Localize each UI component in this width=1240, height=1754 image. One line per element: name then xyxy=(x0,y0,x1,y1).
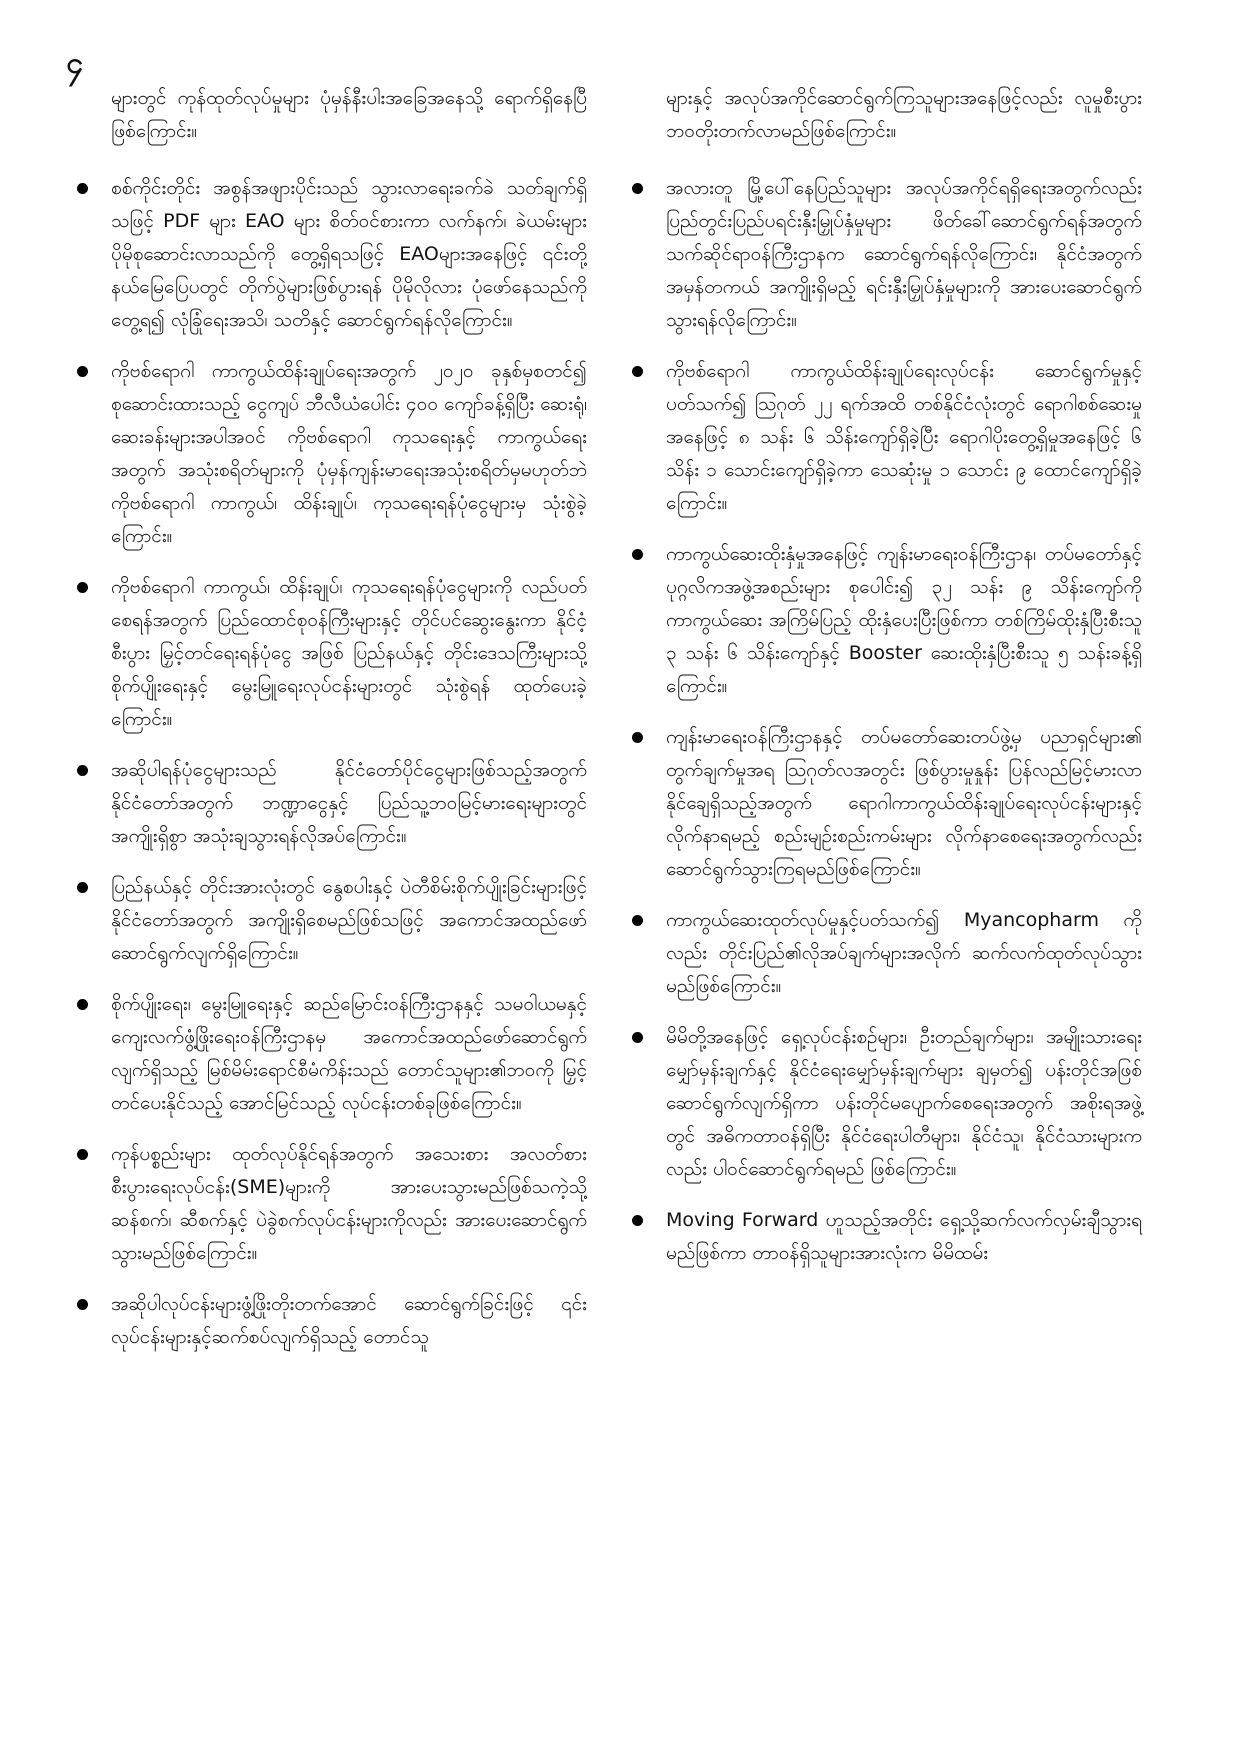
bullet-item xyxy=(630,904,1142,1003)
bullet-text: ပြည်နယ်နှင့် တိုင်းအားလုံးတွင် နွေစပါးနှင့် ပဲတီစိမ်းစိုက်ပျိုးခြင်းများဖြင့် နိုင်ငံတော်အတွက် အကျိုးရှိစေမည်ဖြစ်သဖြင့် အကောင်အထည်ဖော် ဆောင်ရွက်လျက်ရှိကြောင်း။ xyxy=(111,876,587,964)
bullet-item xyxy=(75,1138,587,1270)
bullet-icon xyxy=(632,1032,643,1043)
bullet-text: ကာကွယ်ဆေးထိုးနှံမှုအနေဖြင့် ကျန်းမာရေးဝန်ကြီးဌာန၊ တပ်မတော်နှင့် ပုဂ္ဂလိကအဖွဲ့အစည်းများ စုပေါင်း၍ ၃၂ သန်း ၉ သိန်းကျော်ကို ကာကွယ်ဆေး အကြိမ်ပြည့် ထိုးနှံပေးပြီးဖြစ်ကာ တစ်ကြိမ်ထိုးနှံပြီးစီးသူ ၃ သန်း ၆ သိန်းကျော်နှင့် Booster ဆေးထိုးနှံပြီးစီးသူ ၅ သန်းခန့်ရှိကြောင်း။ xyxy=(666,543,1142,697)
bullet-item xyxy=(75,871,587,970)
bullet-icon xyxy=(77,882,88,893)
bullet-text: Moving Forward ဟူသည့်အတိုင်း ရှေ့သို့ဆက်လက်လှမ်းချီသွားရမည်ဖြစ်ကာ တာဝန်ရှိသူများအားလုံးက မိမိထမ်း xyxy=(666,1209,1142,1264)
bullet-text: စစ်ကိုင်းတိုင်း အစွန်အဖျားပိုင်းသည် သွားလာရေးခက်ခဲ သတ်ချက်ရှိသဖြင့် PDF များ EAO များ စိတ်ဝင်စားကာ လက်နက်၊ ခဲယမ်းများ ပိုမိုစုဆောင်းလာသည်ကို တွေ့ရှိရသဖြင့် EAOများအနေဖြင့် ၎င်းတို့နယ်မြေပြေပတွင် တိုက်ပွဲများဖြစ်ပွားရန် ပိုမိုလိုလား ပုံဖော်နေသည်ကို တွေ့ရ၍ လုံခြုံရေးအသိ၊ သတိနှင့် ဆောင်ရွက်ရန်လိုကြောင်း။ xyxy=(111,177,587,331)
bullet-text: အဆိုပါလုပ်ငန်းများဖွံ့ဖြိုးတိုးတက်အောင် ဆောင်ရွက်ခြင်းဖြင့် ၎င်းလုပ်ငန်းများနှင့်ဆက်စပ်လျက်ရှိသည့် တောင်သူ xyxy=(111,1293,587,1348)
bullet-icon xyxy=(632,915,643,926)
bullet-item xyxy=(630,721,1142,886)
bullet-item xyxy=(75,754,587,853)
bullet-icon xyxy=(632,732,643,743)
continuation-paragraph: များနှင့် အလုပ်အကိုင်ဆောင်ရွက်ကြသူများအနေဖြင့်လည်း လူမှုစီးပွားဘဝတိုးတက်လာမည်ဖြစ်ကြောင်း။ xyxy=(666,87,1142,142)
bullet-item xyxy=(75,571,587,736)
bullet-item xyxy=(630,538,1142,703)
bullet-icon xyxy=(77,582,88,593)
bullet-item xyxy=(630,172,1142,337)
bullet-item xyxy=(630,355,1142,520)
bullet-item xyxy=(75,355,587,553)
bullet-text: ကိုဗစ်ရောဂါ ကာကွယ်ထိန်းချုပ်ရေးအတွက် ၂၀၂၀ ခုနှစ်မှစတင်၍ စုဆောင်းထားသည့် ငွေကျပ် ဘီလီယံပေါင်း ၄၀၀ ကျော်ခန့်ရှိပြီး ဆေးရုံ၊ ဆေးခန်းများအပါအဝင် ကိုဗစ်ရောဂါ ကုသရေးနှင့် ကာကွယ်ရေးအတွက် အသုံးစရိတ်များကို ပုံမှန်ကျန်းမာရေးအသုံးစရိတ်မှမဟုတ်ဘဲ ကိုဗစ်ရောဂါ ကာကွယ်၊ ထိန်းချုပ်၊ ကုသရေးရန်ပုံငွေများမှ သုံးစွဲခဲ့ကြောင်း။ xyxy=(111,360,587,547)
bullet-icon xyxy=(77,999,88,1010)
bullet-icon xyxy=(77,183,88,194)
bullet-icon xyxy=(77,366,88,377)
bullet-text: ကာကွယ်ဆေးထုတ်လုပ်မှုနှင့်ပတ်သက်၍ Myancopharm ကိုလည်း တိုင်းပြည်၏လိုအပ်ချက်များအလိုက် ဆက်လက်ထုတ်လုပ်သွားမည်ဖြစ်ကြောင်း။ xyxy=(666,909,1142,997)
bullet-icon xyxy=(632,183,643,194)
bullet-item xyxy=(75,172,587,337)
page-number: ၄ xyxy=(66,46,83,81)
bullet-icon xyxy=(77,765,88,776)
bullet-icon xyxy=(77,1149,88,1160)
bullet-text: ကုန်ပစ္စည်းများ ထုတ်လုပ်နိုင်ရန်အတွက် အသေးစား အလတ်စား စီးပွားရေးလုပ်ငန်း(SME)များကို အားပေးသွားမည်ဖြစ်သကဲ့သို့ ဆန်စက်၊ ဆီစက်နှင့် ပဲခွဲစက်လုပ်ငန်းများကိုလည်း အားပေးဆောင်ရွက်သွားမည်ဖြစ်ကြောင်း။ xyxy=(111,1143,587,1264)
bullet-icon xyxy=(77,1299,88,1310)
bullet-item xyxy=(75,1288,587,1354)
left-column xyxy=(75,82,587,1372)
bullet-icon xyxy=(632,366,643,377)
bullet-item xyxy=(75,988,587,1120)
bullet-text: အလားတူ မြို့ပေါ်နေပြည်သူများ အလုပ်အကိုင်ရရှိရေးအတွက်လည်း ပြည်တွင်းပြည်ပရင်းနှီးမြှုပ်နှံမှုများ ဖိတ်ခေါ်ဆောင်ရွက်ရန်အတွက် သက်ဆိုင်ရာဝန်ကြီးဌာနက ဆောင်ရွက်ရန်လိုကြောင်း၊ နိုင်ငံအတွက် အမှန်တကယ် အကျိုးရှိမည့် ရင်းနှီးမြှုပ်နှံမှုများကို အားပေးဆောင်ရွက်သွားရန်လိုကြောင်း။ xyxy=(666,177,1142,331)
bullet-icon xyxy=(632,1215,643,1226)
bullet-text: ကိုဗစ်ရောဂါ ကာကွယ်၊ ထိန်းချုပ်၊ ကုသရေးရန်ပုံငွေများကို လည်ပတ်စေရန်အတွက် ပြည်ထောင်စုဝန်ကြီးများနှင့် တိုင်ပင်ဆွေးနွေးကာ နိုင်ငံ့စီးပွား မြှင့်တင်ရေးရန်ပုံငွေ အဖြစ် ပြည်နယ်နှင့် တိုင်းဒေသကြီးများသို့ စိုက်ပျိုးရေးနှင့် မွေးမြူရေးလုပ်ငန်းများတွင် သုံးစွဲရန် ထုတ်ပေးခဲ့ကြောင်း။ xyxy=(111,576,587,730)
bullet-text: အဆိုပါရန်ပုံငွေများသည် နိုင်ငံတော်ပိုင်ငွေများဖြစ်သည့်အတွက် နိုင်ငံတော်အတွက် ဘဏ္ဍာငွေနှင့် ပြည်သူ့ဘဝမြင့်မားရေးများတွင် အကျိုးရှိစွာ အသုံးချသွားရန်လိုအပ်ကြောင်း။ xyxy=(111,759,587,847)
bullet-icon xyxy=(632,549,643,560)
bullet-item xyxy=(630,1204,1142,1270)
bullet-text: ကျန်းမာရေးဝန်ကြီးဌာနနှင့် တပ်မတော်ဆေးတပ်ဖွဲ့မှ ပညာရှင်များ၏ တွက်ချက်မှုအရ ဩဂုတ်လအတွင်း ဖြစ်ပွားမှုနှုန်း ပြန်လည်မြင့်မားလာနိုင်ချေရှိသည့်အတွက် ရောဂါကာကွယ်ထိန်းချုပ်ရေးလုပ်ငန်းများနှင့် လိုက်နာရမည့် စည်းမျဉ်းစည်းကမ်းများ လိုက်နာစေရေးအတွက်လည်း ဆောင်ရွက်သွားကြရမည်ဖြစ်ကြောင်း။ xyxy=(666,726,1142,880)
bullet-text: ကိုဗစ်ရောဂါ ကာကွယ်ထိန်းချုပ်ရေးလုပ်ငန်း ဆောင်ရွက်မှုနှင့်ပတ်သက်၍ ဩဂုတ် ၂၂ ရက်အထိ တစ်နိုင်ငံလုံးတွင် ရောဂါစစ်ဆေးမှုအနေဖြင့် ၈ သန်း ၆ သိန်းကျော်ရှိခဲ့ပြီး ရောဂါပိုးတွေ့ရှိမှုအနေဖြင့် ၆ သိန်း ၁ သောင်းကျော်ရှိခဲ့ကာ သေဆုံးမှု ၁ သောင်း ၉ ထောင်ကျော်ရှိခဲ့ကြောင်း။ xyxy=(666,360,1142,514)
bullet-text: စိုက်ပျိုးရေး၊ မွေးမြူရေးနှင့် ဆည်မြောင်းဝန်ကြီးဌာနနှင့် သမဝါယမနှင့် ကျေးလက်ဖွံ့ဖြိုးရေးဝန်ကြီးဌာနမှ အကောင်အထည်ဖော်ဆောင်ရွက်လျက်ရှိသည့် မြစ်မိမ်းရောင်စီမံကိန်းသည် တောင်သူများ၏ဘဝကို မြှင့်တင်ပေးနိုင်သည့် အောင်မြင်သည့် လုပ်ငန်းတစ်ခုဖြစ်ကြောင်း။ xyxy=(111,993,587,1114)
bullet-item xyxy=(630,1021,1142,1186)
bullet-text: မိမိတို့အနေဖြင့် ရှေ့လုပ်ငန်းစဉ်များ၊ ဦးတည်ချက်များ၊ အမျိုးသားရေး မျှော်မှန်းချက်နှင့် နိုင်ငံရေးမျှော်မှန်းချက်များ ချမှတ်၍ ပန်းတိုင်အဖြစ်ဆောင်ရွက်လျက်ရှိကာ ပန်းတိုင်မပျောက်စေရေးအတွက် အစိုးရအဖွဲ့တွင် အဓိကတာဝန်ရှိပြီး နိုင်ငံရေးပါတီများ၊ နိုင်ငံသူ၊ နိုင်ငံသားများကလည်း ပါဝင်ဆောင်ရွက်ရမည် ဖြစ်ကြောင်း။ xyxy=(666,1026,1142,1180)
continuation-paragraph: များတွင် ကုန်ထုတ်လုပ်မှုများ ပုံမှန်နီးပါးအခြေအနေသို့ ရောက်ရှိနေပြီဖြစ်ကြောင်း။ xyxy=(111,87,587,142)
right-column xyxy=(630,82,1142,1288)
